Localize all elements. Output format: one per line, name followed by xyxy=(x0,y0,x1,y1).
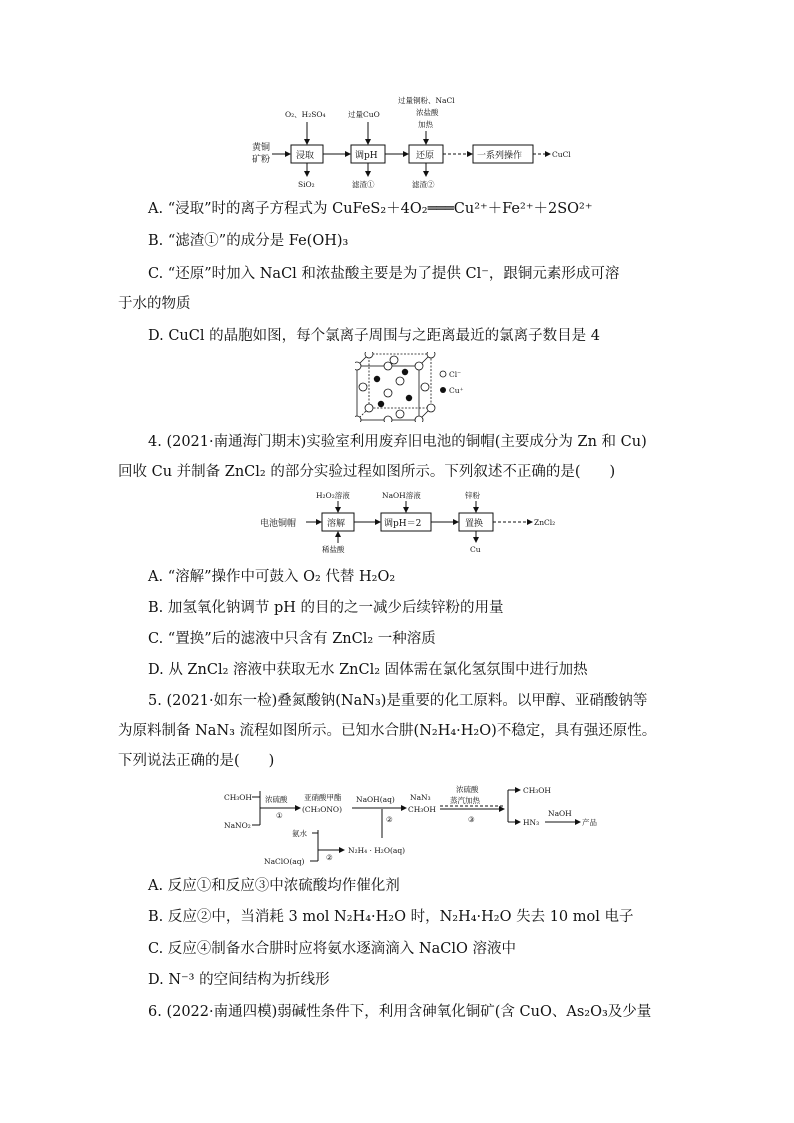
step-2b: ② xyxy=(326,853,333,862)
q5-option-b: B. 反应②中，当消耗 3 mol N₂H₄·H₂O 时，N₂H₄·H₂O 失去 10 mol 电子 xyxy=(148,909,634,925)
step-3: ③ xyxy=(468,815,475,824)
feed-label: 电池铜帽 xyxy=(260,519,297,529)
reagent-1: 浓硫酸 xyxy=(265,795,288,804)
legend-cu: Cu⁺ xyxy=(449,386,464,395)
svg-text:调pH: 调pH xyxy=(355,151,378,161)
q5-option-d: D. N⁻³ 的空间结构为折线形 xyxy=(148,972,330,988)
reagent-h2o2: H₂O₂溶液 xyxy=(316,491,350,500)
product-zncl2: ZnCl₂ xyxy=(534,518,556,527)
output-hn3: HN₃ xyxy=(523,818,540,827)
q3-option-c: C. “还原”时加入 NaCl 和浓盐酸主要是为了提供 Cl⁻，跟铜元素形成可溶 xyxy=(148,266,620,282)
q6-stem-1: 6. (2022·南通四模)弱碱性条件下，利用含砷氧化铜矿(含 CuO、As₂O₃及少量 xyxy=(148,1004,652,1020)
reagent-3a: 过量铜粉、NaCl xyxy=(398,96,455,105)
intermediate-3: N₂H₄ · H₂O(aq) xyxy=(348,846,406,855)
q4-stem-1: 4. (2021·南通海门期末)实验室利用废弃旧电池的铜帽(主要成分为 Zn 和 Cu) xyxy=(148,434,647,450)
residue-1: 滤渣① xyxy=(352,180,375,189)
q4-option-d: D. 从 ZnCl₂ 溶液中获取无水 ZnCl₂ 固体需在氯化氢氛围中进行加热 xyxy=(148,662,588,678)
reagent-4: NaOH xyxy=(548,809,572,818)
q4-option-b: B. 加氢氧化钠调节 pH 的目的之一减少后续锌粉的用量 xyxy=(148,600,504,616)
q4-option-c: C. “置换”后的滤液中只含有 ZnCl₂ 一种溶质 xyxy=(148,631,436,647)
svg-text:一系列操作: 一系列操作 xyxy=(477,151,523,161)
reagent-3c: 加热 xyxy=(418,120,433,129)
input-ch3oh: CH₃OH xyxy=(224,793,252,802)
intermediate-2a: NaN₃ xyxy=(410,793,431,802)
legend-cu-icon xyxy=(440,387,446,393)
residue-2: 滤渣② xyxy=(412,180,435,189)
q3-option-a: A. “浸取”时的离子方程式为 CuFeS₂＋4O₂═══Cu²⁺＋Fe²⁺＋2SO²⁺ xyxy=(148,201,593,217)
product-cu: Cu xyxy=(470,545,481,554)
q3-option-c-cont: 于水的物质 xyxy=(118,296,191,312)
q5-stem-1: 5. (2021·如东一检)叠氮酸钠(NaN₃)是重要的化工原料。以甲醇、亚硝酸钠等 xyxy=(148,693,648,709)
q5-stem-3: 下列说法正确的是( ) xyxy=(118,753,275,769)
reagent-hcl: 稀盐酸 xyxy=(322,545,345,554)
flowchart-cucl xyxy=(240,90,600,195)
q5-stem-2: 为原料制备 NaN₃ 流程如图所示。已知水合肼(N₂H₄·H₂O)不稳定，具有强还原性。 xyxy=(118,723,657,739)
q3-option-d: D. CuCl 的晶胞如图，每个氯离子周围与之距离最近的氯离子数目是 4 xyxy=(148,328,600,344)
legend-cl-icon xyxy=(440,371,446,377)
svg-text:置换: 置换 xyxy=(465,519,484,529)
step-2: ② xyxy=(386,815,393,824)
residue-sio2: SiO₂ xyxy=(298,180,315,189)
product-cucl: CuCl xyxy=(552,150,571,159)
intermediate-1b: (CH₃ONO) xyxy=(302,805,342,814)
reagent-naoh: NaOH(aq) xyxy=(356,795,395,804)
input-naclo: NaClO(aq) xyxy=(264,857,305,866)
svg-text:浸取: 浸取 xyxy=(296,151,315,161)
intermediate-2b: CH₃OH xyxy=(408,805,436,814)
svg-text:还原: 还原 xyxy=(416,151,435,161)
q4-stem-2: 回收 Cu 并制备 ZnCl₂ 的部分实验过程如图所示。下列叙述不正确的是( ) xyxy=(118,464,616,480)
q4-option-a: A. “溶解”操作中可鼓入 O₂ 代替 H₂O₂ xyxy=(148,569,396,585)
legend-cl: Cl⁻ xyxy=(449,370,462,379)
feed-label-2: 矿粉 xyxy=(252,155,271,165)
input-ammonia: 氨水 xyxy=(292,829,307,838)
final-product: 产品 xyxy=(582,818,597,827)
flowchart-zncl2 xyxy=(258,486,578,558)
q5-option-c: C. 反应④制备水合肼时应将氨水逐滴滴入 NaClO 溶液中 xyxy=(148,941,516,957)
cucl-unit-cell xyxy=(355,352,475,422)
reagent-3b: 浓盐酸 xyxy=(416,108,439,117)
input-nano2: NaNO₂ xyxy=(224,821,251,830)
svg-text:溶解: 溶解 xyxy=(327,519,346,529)
q3-option-b: B. “滤渣①”的成分是 Fe(OH)₃ xyxy=(148,233,349,249)
reagent-3b: 蒸汽加热 xyxy=(450,796,480,805)
reagent-2: 过量CuO xyxy=(348,110,380,119)
output-ch3oh: CH₃OH xyxy=(523,786,551,795)
reagent-3a: 浓硫酸 xyxy=(456,785,479,794)
feed-label-1: 黄铜 xyxy=(252,143,271,153)
reagent-naoh: NaOH溶液 xyxy=(382,491,421,500)
step-1: ① xyxy=(276,811,283,820)
svg-text:调pH＝2: 调pH＝2 xyxy=(384,519,422,529)
intermediate-1a: 亚硝酸甲酯 xyxy=(304,793,342,802)
reagent-zn: 锌粉 xyxy=(465,491,480,500)
q5-option-a: A. 反应①和反应③中浓硫酸均作催化剂 xyxy=(148,878,400,894)
flowchart-nan3 xyxy=(222,778,622,870)
reagent-1: O₂、H₂SO₄ xyxy=(285,110,326,119)
